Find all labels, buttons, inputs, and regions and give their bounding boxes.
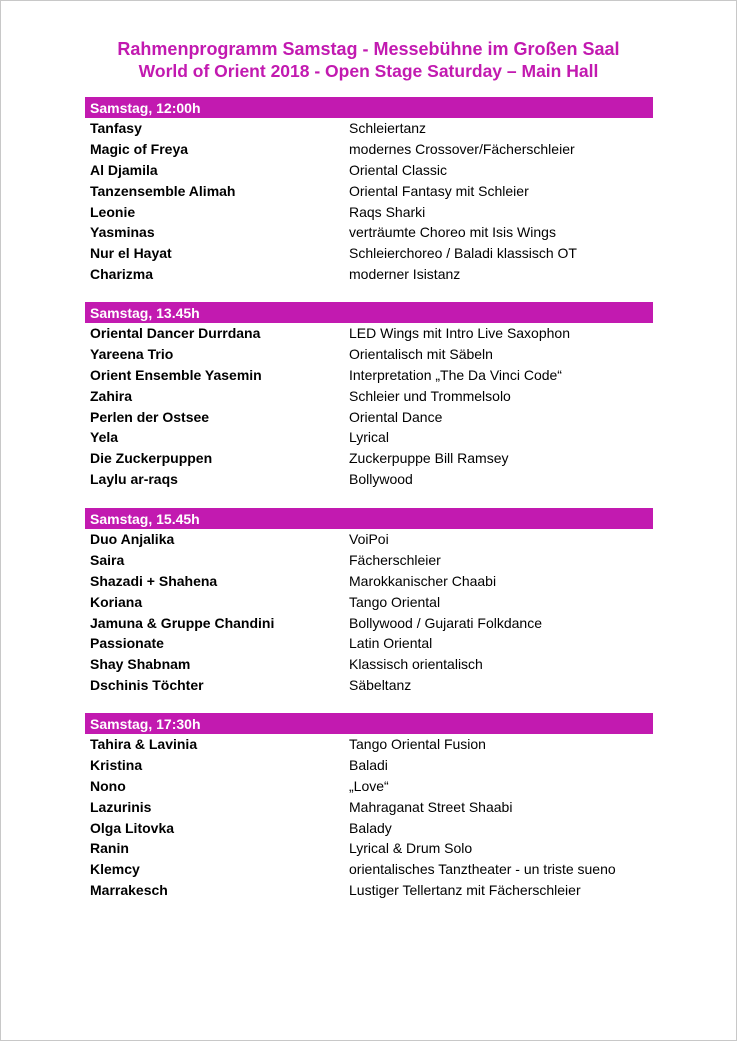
table-row [85, 550, 653, 571]
performance-title: Bollywood [349, 471, 413, 488]
table-row [85, 407, 653, 428]
performer-name: Tahira & Lavinia [90, 736, 198, 752]
performer-name: Orient Ensemble Yasemin [90, 366, 262, 383]
performance-title: Schleierchoreo / Baladi klassisch OT [349, 245, 577, 262]
table-row [85, 880, 653, 901]
performer-name: Die Zuckerpuppen [90, 450, 213, 467]
table-row [85, 675, 653, 696]
performer-name: Yareena Trio [90, 345, 174, 362]
performer-name: Zahira [90, 387, 133, 404]
table-row [85, 838, 653, 859]
performance-title: Schleiertanz [349, 120, 427, 136]
performance-title: Raqs Sharki [349, 203, 426, 220]
performance-title: Fächerschleier [349, 551, 441, 568]
performer-name: Klemcy [90, 861, 140, 878]
performer-name: Shay Shabnam [90, 656, 191, 673]
performance-title: Latin Oriental [349, 635, 433, 652]
performer-name: Dschinis Töchter [90, 677, 204, 694]
performer-name: Yela [90, 429, 119, 446]
performer-name: Passionate [90, 635, 164, 652]
performer-name: Leonie [90, 203, 136, 220]
performance-title: Klassisch orientalisch [349, 656, 483, 673]
table-row [85, 386, 653, 407]
performance-title: modernes Crossover/Fächerschleier [349, 140, 575, 157]
section-header: Samstag, 17:30h [85, 713, 653, 734]
table-row [85, 469, 653, 490]
performance-title: LED Wings mit Intro Live Saxophon [349, 325, 570, 341]
performance-title: Marokkanischer Chaabi [349, 572, 497, 589]
page-title: Rahmenprogramm Samstag - Messebühne im Großen Saal [117, 39, 620, 59]
table-row [85, 344, 653, 365]
performer-name: Olga Litovka [90, 819, 175, 836]
performance-title: Säbeltanz [349, 677, 412, 694]
performer-name: Nur el Hayat [90, 245, 172, 262]
performance-title: Baladi [349, 756, 388, 773]
performance-title: Bollywood / Gujarati Folkdance [349, 614, 542, 631]
table-row [85, 734, 653, 755]
performance-title: „Love“ [349, 777, 389, 794]
page-subtitle: World of Orient 2018 - Open Stage Saturday – Main Hall [138, 61, 599, 81]
performer-name: Al Djamila [90, 161, 158, 178]
performer-name: Kristina [90, 756, 143, 773]
performance-title: Oriental Dance [349, 408, 443, 425]
performer-name: Saira [90, 551, 125, 568]
performance-title: Lyrical & Drum Solo [349, 840, 473, 857]
performance-title: Interpretation „The Da Vinci Code“ [349, 366, 562, 383]
performer-name: Shazadi + Shahena [90, 572, 218, 589]
performance-title: Oriental Fantasy mit Schleier [349, 182, 529, 199]
table-row [85, 243, 653, 264]
performer-name: Perlen der Ostsee [90, 408, 210, 425]
performer-name: Oriental Dancer Durrdana [90, 325, 261, 341]
performer-name: Koriana [90, 593, 143, 610]
performer-name: Lazurinis [90, 798, 152, 815]
section-header: Samstag, 13.45h [85, 302, 653, 323]
performance-title: VoiPoi [349, 531, 389, 547]
table-row [85, 264, 653, 285]
table-row [85, 529, 653, 550]
table-row [85, 427, 653, 448]
performance-title: Lustiger Tellertanz mit Fächerschleier [349, 882, 581, 899]
table-row [85, 160, 653, 181]
schedule-section-1345 [85, 302, 653, 490]
performer-name: Tanzensemble Alimah [90, 182, 236, 199]
table-row [85, 571, 653, 592]
performer-name: Marrakesch [90, 882, 168, 899]
table-row [85, 323, 653, 344]
schedule-section-1545 [85, 508, 653, 696]
section-header: Samstag, 15.45h [85, 508, 653, 529]
performer-name: Tanfasy [90, 120, 142, 136]
performance-title: Mahraganat Street Shaabi [349, 798, 513, 815]
table-row [85, 181, 653, 202]
table-row [85, 222, 653, 243]
performance-title: Lyrical [349, 429, 389, 446]
table-row [85, 592, 653, 613]
table-row [85, 654, 653, 675]
schedule-section-1730 [85, 713, 653, 901]
performance-title: Tango Oriental [349, 593, 441, 610]
table-row [85, 797, 653, 818]
performer-name: Jamuna & Gruppe Chandini [90, 614, 275, 631]
table-row [85, 776, 653, 797]
table-row [85, 139, 653, 160]
table-row [85, 365, 653, 386]
table-row [85, 448, 653, 469]
table-row [85, 118, 653, 139]
performer-name: Charizma [90, 266, 154, 283]
performance-title: Orientalisch mit Säbeln [349, 345, 493, 362]
performer-name: Laylu ar-raqs [90, 471, 178, 488]
table-row [85, 755, 653, 776]
table-row [85, 859, 653, 880]
performance-title: Schleier und Trommelsolo [349, 387, 511, 404]
performer-name: Yasminas [90, 224, 155, 241]
performer-name: Nono [90, 777, 126, 794]
schedule-section-1200 [85, 97, 653, 285]
performance-title: Oriental Classic [349, 161, 448, 178]
performance-title: Balady [349, 819, 392, 836]
performer-name: Duo Anjalika [90, 531, 175, 547]
performance-title: verträumte Choreo mit Isis Wings [349, 224, 556, 241]
performer-name: Ranin [90, 840, 129, 857]
performance-title: moderner Isistanz [349, 266, 461, 283]
table-row [85, 202, 653, 223]
section-header: Samstag, 12:00h [85, 97, 653, 118]
performance-title: orientalisches Tanztheater - un triste sueno [349, 861, 616, 878]
performance-title: Zuckerpuppe Bill Ramsey [349, 450, 509, 467]
table-row [85, 633, 653, 654]
table-row [85, 818, 653, 839]
performer-name: Magic of Freya [90, 140, 189, 157]
table-row [85, 613, 653, 634]
performance-title: Tango Oriental Fusion [349, 736, 486, 752]
